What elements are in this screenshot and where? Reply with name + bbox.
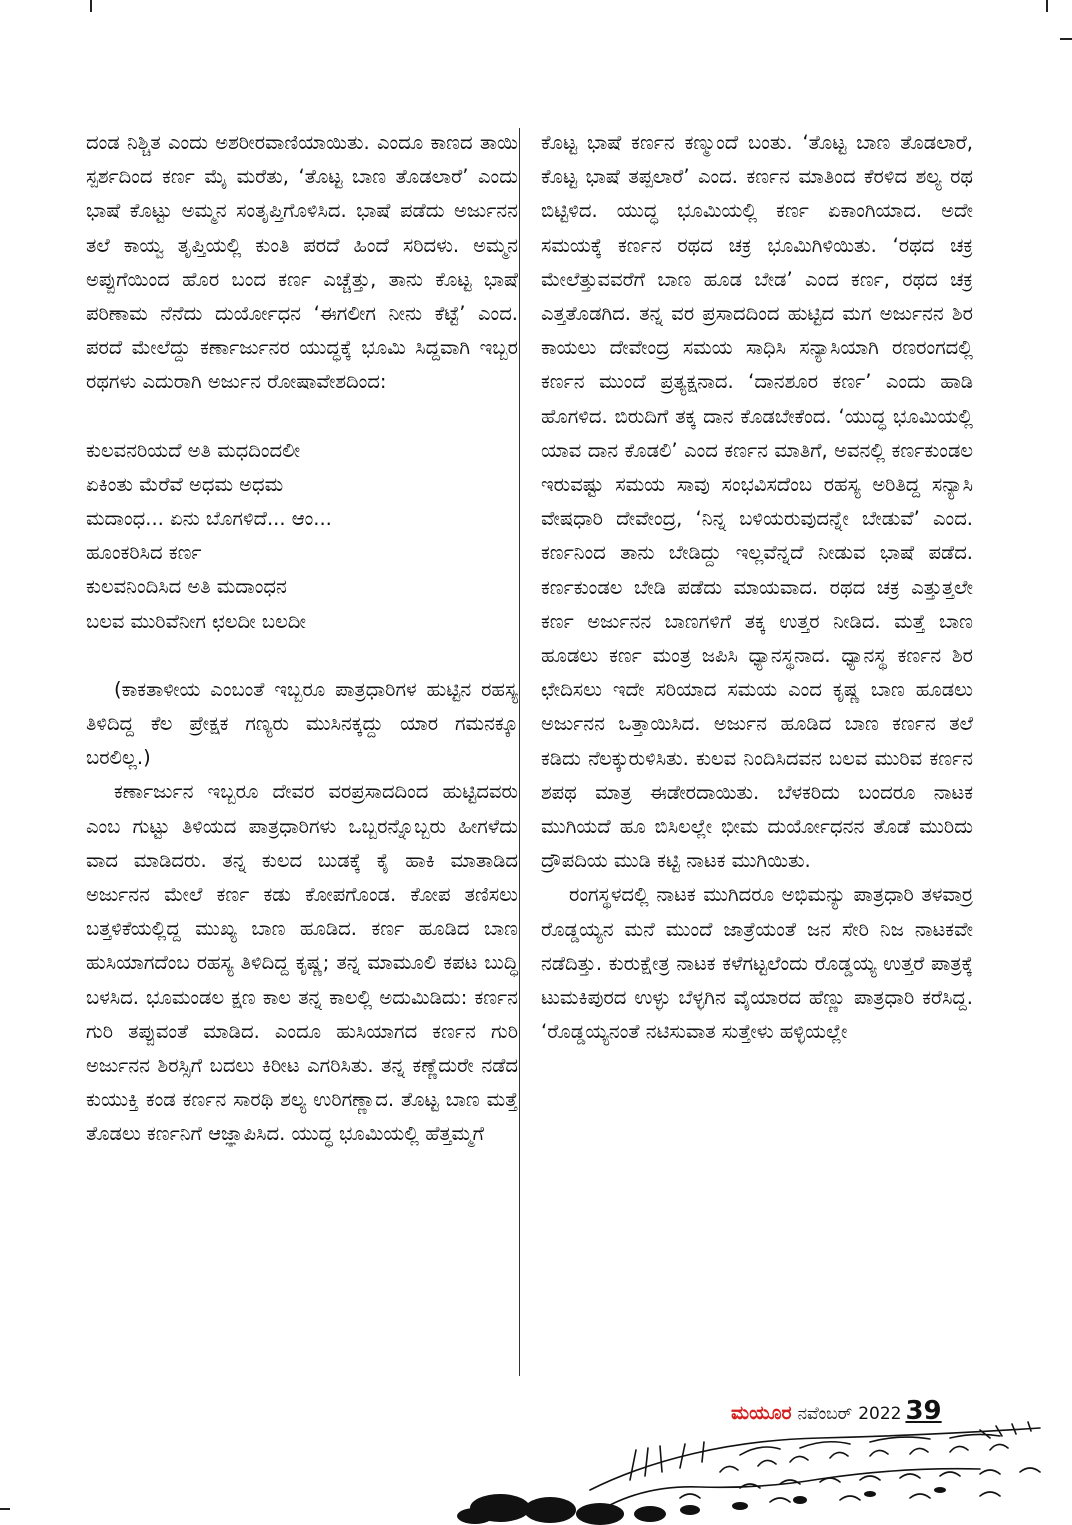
verse-line-6: ಬಲವ ಮುರಿವೆನೀಗ ಛಲದೀ ಬಲದೀ <box>86 609 306 633</box>
left-paragraph-1: ದಂಡ ನಿಶ್ಚಿತ ಎಂದು ಅಶರೀರವಾಣಿಯಾಯಿತು. ಎಂದೂ ಕಾಣದ ತಾಯಿ ಸ್ಪರ್ಶದಿಂದ ಕರ್ಣ ಮೈ ಮರೆತು, ‘ತೊಟ್ಟ ಬಾಣ ತೊಡಲಾರೆ’ ಎಂದು ಭಾಷೆ ಕೊಟ್ಟು ಅಮ್ಮನ ಸಂತೃಪ್ತಿಗೊಳಿಸಿದ. ಭಾಷೆ ಪಡೆದು ಅರ್ಜುನನ ತಲೆ ಕಾಯ್ವ ತೃಪ್ತಿಯಲ್ಲಿ ಕುಂತಿ ಪರದೆ ಹಿಂದೆ ಸರಿದಳು. ಅಮ್ಮನ ಅಪ್ಪುಗೆಯಿಂದ ಹೊರ ಬಂದ ಕರ್ಣ ಎಚ್ಚೆತ್ತು, ತಾನು ಕೊಟ್ಟ ಭಾಷೆ ಪರಿಣಾಮ ನೆನೆದು ದುರ್ಯೋಧನ ‘ಈಗಲೀಗ ನೀನು ಕೆಟ್ಟೆ’ ಎಂದ. ಪರದೆ ಮೇಲೆದ್ದು ಕರ್ಣಾರ್ಜುನರ ಯುದ್ಧಕ್ಕೆ ಭೂಮಿ ಸಿದ್ದವಾಗಿ ಇಬ್ಬರ ರಥಗಳು ಎದುರಾಗಿ ಅರ್ಜುನ ರೋಷಾವೇಶದಿಂದ: <box>86 131 518 394</box>
column-divider <box>519 128 520 1376</box>
right-paragraph-1: ಕೊಟ್ಟ ಭಾಷೆ ಕರ್ಣನ ಕಣ್ಮುಂದೆ ಬಂತು. ‘ತೊಟ್ಟ ಬಾಣ ತೊಡಲಾರೆ, ಕೊಟ್ಟ ಭಾಷೆ ತಪ್ಪಲಾರೆ’ ಎಂದ. ಕರ್ಣನ ಮಾತಿಂದ ಕೆರಳಿದ ಶಲ್ಯ ರಥ ಬಿಟ್ಟಿಳಿದ. ಯುದ್ಧ ಭೂಮಿಯಲ್ಲಿ ಕರ್ಣ ಏಕಾಂಗಿಯಾದ. ಅದೇ ಸಮಯಕ್ಕೆ ಕರ್ಣನ ರಥದ ಚಕ್ರ ಭೂಮಿಗಿಳಿಯಿತು. ‘ರಥದ ಚಕ್ರ ಮೇಲೆತ್ತುವವರೆಗೆ ಬಾಣ ಹೂಡ ಬೇಡ’ ಎಂದ ಕರ್ಣ, ರಥದ ಚಕ್ರ ಎತ್ತತೊಡಗಿದ. ತನ್ನ ವರ ಪ್ರಸಾದದಿಂದ ಹುಟ್ಟಿದ ಮಗ ಅರ್ಜುನನ ಶಿರ ಕಾಯಲು ದೇವೇಂದ್ರ ಸಮಯ ಸಾಧಿಸಿ ಸನ್ಯಾಸಿಯಾಗಿ ರಣರಂಗದಲ್ಲಿ ಕರ್ಣನ ಮುಂದೆ ಪ್ರತ್ಯಕ್ಷನಾದ. ‘ದಾನಶೂರ ಕರ್ಣ’ ಎಂದು ಹಾಡಿ ಹೊಗಳಿದ. ಬಿರುದಿಗೆ ತಕ್ಕ ದಾನ ಕೊಡಬೇಕೆಂದ. ‘ಯುದ್ಧ ಭೂಮಿಯಲ್ಲಿ ಯಾವ ದಾನ ಕೊಡಲಿ’ ಎಂದ ಕರ್ಣನ ಮಾತಿಗೆ, ಅವನಲ್ಲಿ ಕರ್ಣಕುಂಡಲ ಇರುವಷ್ಟು ಸಮಯ ಸಾವು ಸಂಭವಿಸದೆಂಬ ರಹಸ್ಯ ಅರಿತಿದ್ದ ಸನ್ಯಾಸಿ ವೇಷಧಾರಿ ದೇವೇಂದ್ರ, ‘ನಿನ್ನ ಬಳಿಯರುವುದನ್ನೇ ಬೇಡುವೆ’ ಎಂದ. ಕರ್ಣನಿಂದ ತಾನು ಬೇಡಿದ್ದು ಇಲ್ಲವೆನ್ನದೆ ನೀಡುವ ಭಾಷೆ ಪಡೆದ. ಕರ್ಣಕುಂಡಲ ಬೇಡಿ ಪಡೆದು ಮಾಯವಾದ. ರಥದ ಚಕ್ರ ಎತ್ತುತ್ತಲೇ ಕರ್ಣ ಅರ್ಜುನನ ಬಾಣಗಳಿಗೆ ತಕ್ಕ ಉತ್ತರ ನೀಡಿದ. ಮತ್ತೆ ಬಾಣ ಹೂಡಲು ಕರ್ಣ ಮಂತ್ರ ಜಪಿಸಿ ಧ್ಯಾನಸ್ಥನಾದ. ಧ್ಯಾನಸ್ಥ ಕರ್ಣನ ಶಿರ ಛೇದಿಸಲು ಇದೇ ಸರಿಯಾದ ಸಮಯ ಎಂದ ಕೃಷ್ಣ ಬಾಣ ಹೂಡಲು ಅರ್ಜುನನ ಒತ್ತಾಯಿಸಿದ. ಅರ್ಜುನ ಹೂಡಿದ ಬಾಣ ಕರ್ಣನ ತಲೆ ಕಡಿದು ನೆಲಕ್ಕುರುಳಿಸಿತು. ಕುಲವ ನಿಂದಿಸಿದವನ ಬಲವ ಮುರಿವ ಕರ್ಣನ ಶಪಥ ಮಾತ್ರ ಈಡೇರದಾಯಿತು. ಬೆಳಕರಿದು ಬಂದರೂ ನಾಟಕ ಮುಗಿಯದೆ ಹೂ ಬಿಸಿಲಲ್ಲೇ ಭೀಮ ದುರ್ಯೋಧನನ ತೊಡೆ ಮುರಿದು ದ್ರೌಪದಿಯ ಮುಡಿ ಕಟ್ಟಿ ನಾಟಕ ಮುಗಿಯಿತು. <box>541 131 973 873</box>
left-paragraph-2: (ಕಾಕತಾಳೀಯ ಎಂಬಂತೆ ಇಬ್ಬರೂ ಪಾತ್ರಧಾರಿಗಳ ಹುಟ್ಟಿನ ರಹಸ್ಯ ತಿಳಿದಿದ್ದ ಕೆಲ ಪ್ರೇಕ್ಷಕ ಗಣ್ಯರು ಮುಸಿನಕ್ಕದ್ದು ಯಾರ ಗಮನಕ್ಕೂ ಬರಲಿಲ್ಲ.) <box>86 677 518 770</box>
crop-mark-top-left <box>90 0 92 12</box>
left-paragraph-3: ಕರ್ಣಾರ್ಜುನ ಇಬ್ಬರೂ ದೇವರ ವರಪ್ರಸಾದದಿಂದ ಹುಟ್ಟಿದವರು ಎಂಬ ಗುಟ್ಟು ತಿಳಿಯದ ಪಾತ್ರಧಾರಿಗಳು ಒಬ್ಬರನ್ನೊಬ್ಬರು ಹೀಗಳೆದು ವಾದ ಮಾಡಿದರು. ತನ್ನ ಕುಲದ ಬುಡಕ್ಕೆ ಕೈ ಹಾಕಿ ಮಾತಾಡಿದ ಅರ್ಜುನನ ಮೇಲೆ ಕರ್ಣ ಕಡು ಕೋಪಗೊಂಡ. ಕೋಪ ತಣಿಸಲು ಬತ್ತಳಿಕೆಯಲ್ಲಿದ್ದ ಮುಖ್ಯ ಬಾಣ ಹೂಡಿದ. ಕರ್ಣ ಹೂಡಿದ ಬಾಣ ಹುಸಿಯಾಗದೆಂಬ ರಹಸ್ಯ ತಿಳಿದಿದ್ದ ಕೃಷ್ಣ; ತನ್ನ ಮಾಮೂಲಿ ಕಪಟ ಬುದ್ಧಿ ಬಳಸಿದ. ಭೂಮಂಡಲ ಕ್ಷಣ ಕಾಲ ತನ್ನ ಕಾಲಲ್ಲಿ ಅದುಮಿಡಿದು: ಕರ್ಣನ ಗುರಿ ತಪ್ಪುವಂತೆ ಮಾಡಿದ. ಎಂದೂ ಹುಸಿಯಾಗದ ಕರ್ಣನ ಗುರಿ ಅರ್ಜುನನ ಶಿರಸ್ಸಿಗೆ ಬದಲು ಕಿರೀಟ ಎಗರಿಸಿತು. ತನ್ನ ಕಣ್ಣೆದುರೇ ನಡೆದ ಕುಯುಕ್ತಿ ಕಂಡ ಕರ್ಣನ ಸಾರಥಿ ಶಲ್ಯ ಉರಿಗಣ್ಣಾದ. ತೊಟ್ಟ ಬಾಣ ಮತ್ತೆ ತೊಡಲು ಕರ್ಣನಿಗೆ ಆಜ್ಞಾಪಿಸಿದ. ಯುದ್ಧ ಭೂಮಿಯಲ್ಲಿ ಹೆತ್ತಮ್ಮಗೆ <box>86 780 518 1146</box>
verse-line-1: ಕುಲವನರಿಯದೆ ಅತಿ ಮಧದಿಂದಲೀ <box>86 438 301 462</box>
left-column <box>86 126 518 1152</box>
crop-mark-top-right <box>1046 0 1048 12</box>
crowd-illustration <box>440 1410 1072 1525</box>
page-number: 39 <box>905 1396 942 1426</box>
crop-mark-right-edge <box>1060 38 1072 40</box>
verse-block <box>86 434 518 639</box>
right-paragraph-2: ರಂಗಸ್ಥಳದಲ್ಲಿ ನಾಟಕ ಮುಗಿದರೂ ಅಭಿಮನ್ಯು ಪಾತ್ರಧಾರಿ ತಳವಾರ್ರ ರೊಡ್ಡಯ್ಯನ ಮನೆ ಮುಂದೆ ಜಾತ್ರೆಯಂತೆ ಜನ ಸೇರಿ ನಿಜ ನಾಟಕವೇ ನಡೆದಿತ್ತು. ಕುರುಕ್ಷೇತ್ರ ನಾಟಕ ಕಳೆಗಟ್ಟಲೆಂದು ರೊಡ್ಡಯ್ಯ ಉತ್ತರೆ ಪಾತ್ರಕ್ಕೆ ಟುಮಕಿಪುರದ ಉಳ್ಳು ಬೆಳ್ಳಗಿನ ವೈಯಾರದ ಹೆಣ್ಣು ಪಾತ್ರಧಾರಿ ಕರೆಸಿದ್ದ. ‘ರೊಡ್ಡಯ್ಯನಂತೆ ನಟಿಸುವಾತ ಸುತ್ತೇಳು ಹಳ್ಳಿಯಲ್ಲೇ <box>541 883 973 1044</box>
crop-mark-bottom-left <box>0 1508 10 1510</box>
verse-line-2: ಏಕಿಂತು ಮೆರೆವೆ ಅಧಮ ಅಧಮ <box>86 472 284 496</box>
footer-month: ನವೆಂಬರ್ <box>797 1404 853 1424</box>
footer-year: 2022 <box>858 1404 902 1424</box>
verse-line-3: ಮದಾಂಧ... ಏನು ಬೊಗಳಿದೆ... ಆಂ... <box>86 507 332 531</box>
verse-line-5: ಕುಲವನಿಂದಿಸಿದ ಅತಿ ಮದಾಂಧನ <box>86 575 287 599</box>
right-column <box>541 126 973 1049</box>
verse-line-4: ಹೂಂಕರಿಸಿದ ಕರ್ಣ <box>86 541 202 565</box>
magazine-logo: ಮಯೂರ <box>731 1402 792 1424</box>
